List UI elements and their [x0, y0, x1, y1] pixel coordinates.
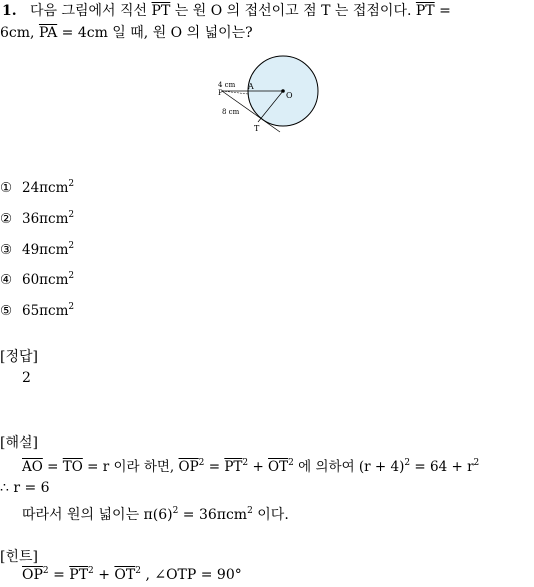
segment-ot: $\overline{OT}$ [114, 567, 136, 583]
label-o: O [286, 91, 293, 100]
segment-pt-2: $\overline{PT}$ [415, 3, 435, 19]
conclusion-line [22, 504, 289, 524]
label-4cm: 4 cm [218, 81, 236, 89]
segment-pt: $\overline{PT}$ [224, 459, 243, 475]
exponent: 2 [172, 506, 179, 516]
exponent: 2 [198, 458, 205, 468]
explanation-text: = 64 + r [414, 459, 474, 475]
label-t: T [254, 124, 260, 133]
question-text-part4: = 4cm 일 때, 원 O 의 넓이는? [61, 25, 253, 41]
exponent: 2 [42, 566, 49, 576]
choice-number: ③ [0, 242, 13, 258]
label-p: P [218, 89, 223, 97]
choice-5[interactable] [0, 302, 74, 319]
label-8cm: 8 cm [222, 108, 240, 116]
conclusion-text: = 36πcm [182, 507, 248, 523]
choice-exponent: 2 [68, 271, 75, 281]
choice-exponent: 2 [68, 302, 75, 312]
conclusion-text: 따라서 원의 넓이는 π(6) [22, 507, 173, 523]
choice-exponent: 2 [68, 210, 75, 220]
segment-to: $\overline{TO}$ [62, 459, 83, 475]
choice-number: ④ [0, 272, 13, 288]
answer-value: 2 [22, 370, 31, 386]
conclusion-text: 이다. [257, 507, 289, 523]
choice-number: ⑤ [0, 303, 13, 319]
question-text-part3: 6cm, [0, 25, 35, 41]
choice-number: ① [0, 180, 13, 196]
hint-line [22, 566, 242, 583]
center-point-o [281, 89, 285, 93]
equals-sign: = [47, 459, 59, 475]
choice-3[interactable] [0, 241, 74, 258]
label-a: A [248, 82, 254, 91]
choice-exponent: 2 [68, 179, 75, 189]
equals-sign: = [53, 567, 65, 583]
segment-op: $\overline{OP}$ [22, 567, 43, 583]
plus-sign: + [252, 459, 264, 475]
exponent: 2 [288, 458, 294, 468]
exponent: 2 [135, 566, 141, 576]
choice-value: 49πcm [22, 242, 69, 258]
segment-pt: $\overline{PT}$ [69, 567, 89, 583]
exponent: 2 [88, 566, 94, 576]
choice-number: ② [0, 211, 13, 227]
question-line-2 [0, 22, 253, 42]
choice-1[interactable] [0, 179, 74, 196]
equals-sign: = [208, 459, 221, 475]
exponent: 2 [404, 458, 411, 468]
hint-heading: [힌트] [0, 549, 38, 565]
segment-ot: $\overline{OT}$ [268, 459, 289, 475]
choice-4[interactable] [0, 271, 74, 288]
question-line-1 [2, 0, 451, 20]
exponent: 2 [242, 458, 249, 468]
angle-text: , ∠OTP = 90° [145, 567, 242, 583]
answer-heading: [정답] [0, 349, 38, 365]
plus-sign: + [98, 567, 110, 583]
question-text-eq: = [439, 3, 451, 19]
question-text-part1: 다음 그림에서 직선 [29, 3, 148, 19]
circle-tangent-figure [210, 52, 330, 142]
choice-2[interactable] [0, 210, 74, 227]
segment-op: $\overline{OP}$ [178, 459, 199, 475]
choice-value: 65πcm [22, 303, 69, 319]
therefore-line: ∴ r = 6 [0, 480, 50, 496]
choice-value: 60πcm [22, 272, 69, 288]
segment-ao: $\overline{AO}$ [22, 459, 43, 475]
choice-value: 24πcm [22, 180, 69, 196]
explanation-heading: [해설] [0, 435, 38, 451]
explanation-text: = r 이라 하면, [87, 459, 175, 475]
question-text-part2: 는 원 O 의 접선이고 점 T 는 접점이다. [174, 3, 412, 19]
explanation-line-1 [22, 455, 479, 475]
choice-value: 36πcm [22, 211, 69, 227]
exponent: 2 [247, 506, 253, 516]
exponent: 2 [473, 458, 480, 468]
explanation-text: 에 의하여 (r + 4) [298, 459, 405, 475]
choice-exponent: 2 [68, 241, 75, 251]
question-number: 1. [2, 3, 17, 19]
segment-pa: $\overline{PA}$ [38, 25, 58, 41]
segment-pt: $\overline{PT}$ [151, 3, 171, 19]
